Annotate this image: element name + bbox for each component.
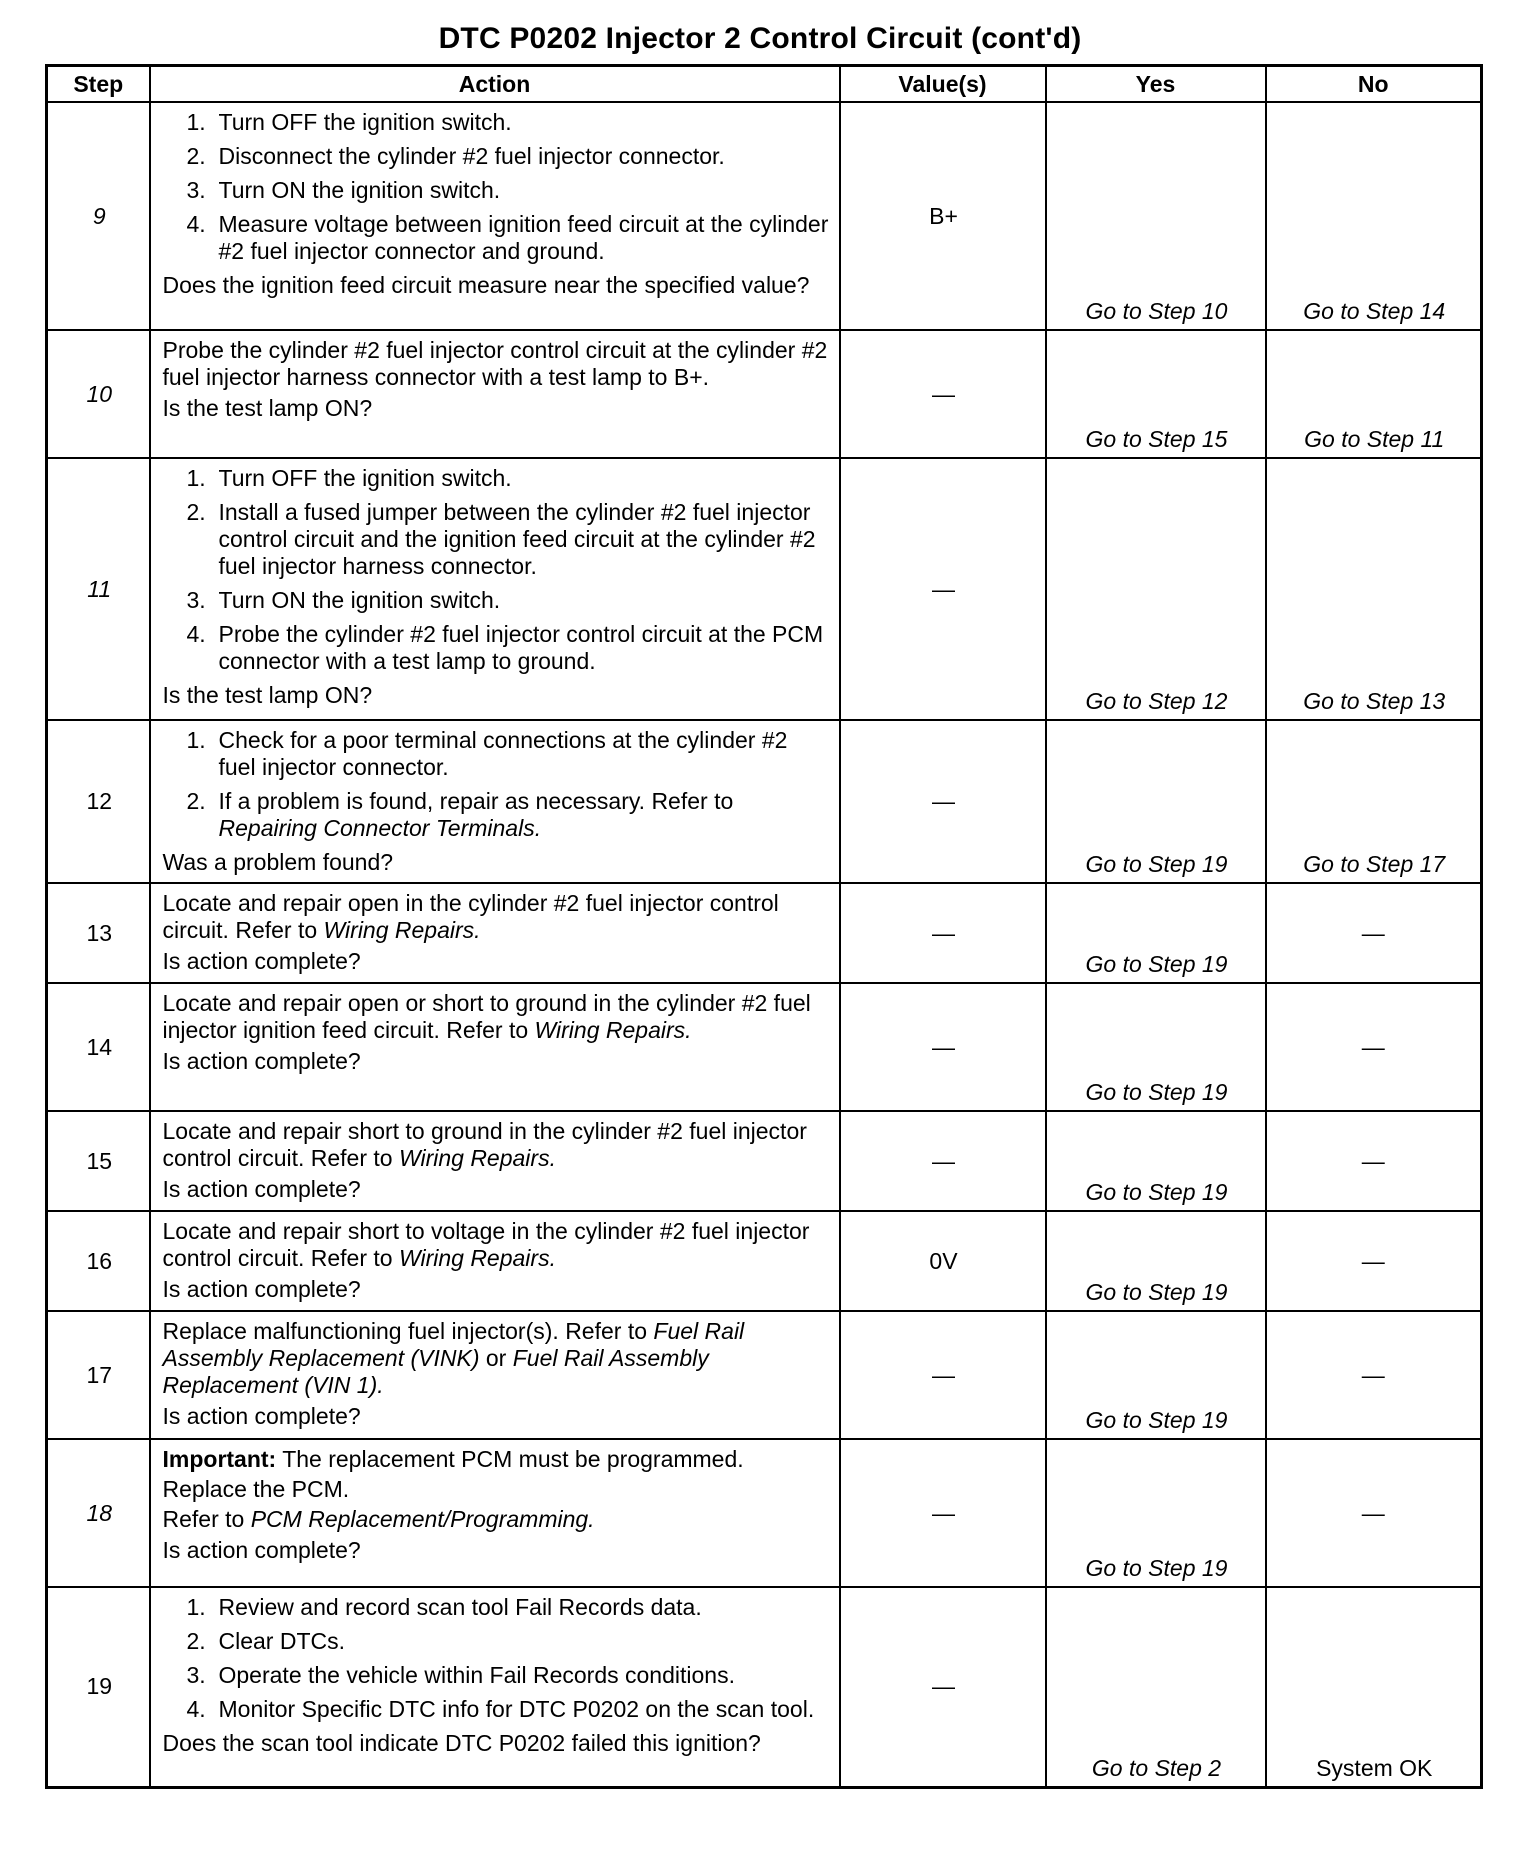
no-cell bbox=[1266, 883, 1482, 983]
text-run: Locate and repair short to ground in the cylinder #2 fuel injector control circuit. Refer to bbox=[162, 1118, 807, 1171]
no-result: Go to Step 17 bbox=[1303, 851, 1446, 877]
table-body bbox=[47, 102, 1482, 1787]
yes-result: Go to Step 19 bbox=[1085, 1555, 1228, 1581]
action-step-number: 2. bbox=[186, 788, 206, 814]
action-question: Is action complete? bbox=[162, 1176, 361, 1202]
action-question: Does the ignition feed circuit measure near the specified value? bbox=[162, 272, 810, 298]
yes-result: Go to Step 10 bbox=[1085, 298, 1228, 324]
yes-cell bbox=[1046, 1111, 1266, 1211]
yes-cell bbox=[1046, 1311, 1266, 1439]
no-result: — bbox=[1361, 1147, 1385, 1174]
action-text bbox=[163, 337, 829, 391]
text-run: Check for a poor terminal connections at the cylinder #2 fuel injector connector. bbox=[218, 727, 788, 780]
text-run: Turn OFF the ignition switch. bbox=[218, 109, 512, 135]
action-step-number: 1. bbox=[186, 465, 206, 491]
header-step: Step bbox=[47, 66, 150, 103]
text-run: Repairing Connector Terminals. bbox=[218, 815, 542, 841]
action-question: Is action complete? bbox=[162, 1276, 361, 1302]
no-result: — bbox=[1361, 1033, 1385, 1060]
action-step-number: 2. bbox=[186, 499, 206, 525]
text-run: Operate the vehicle within Fail Records conditions. bbox=[218, 1662, 735, 1688]
text-run: Locate and repair open or short to ground in the cylinder #2 fuel injector ignition feed circuit. Refer to bbox=[162, 990, 811, 1043]
action-step bbox=[163, 211, 829, 265]
diagnostic-table bbox=[45, 64, 1483, 1789]
action-step-number: 1. bbox=[186, 109, 206, 135]
step-number: 9 bbox=[47, 102, 150, 330]
table-row bbox=[47, 720, 1482, 883]
yes-result: Go to Step 19 bbox=[1085, 1279, 1228, 1305]
value-cell: — bbox=[840, 883, 1046, 983]
no-cell bbox=[1266, 1311, 1482, 1439]
header-yes: Yes bbox=[1046, 66, 1266, 103]
header-action: Action bbox=[150, 66, 840, 103]
table-row bbox=[47, 330, 1482, 458]
yes-cell bbox=[1046, 458, 1266, 720]
step-number: 18 bbox=[47, 1439, 150, 1587]
table-header-row bbox=[47, 66, 1482, 103]
text-run: Locate and repair open in the cylinder #2 fuel injector control circuit. Refer to bbox=[162, 890, 779, 943]
text-run: Fuel Rail Assembly Replacement (VINK) bbox=[162, 1318, 745, 1371]
no-cell bbox=[1266, 102, 1482, 330]
text-run: Measure voltage between ignition feed circuit at the cylinder #2 fuel injector connector and ground. bbox=[218, 211, 829, 264]
action-question: Is action complete? bbox=[162, 1403, 361, 1429]
action-text bbox=[163, 890, 829, 944]
action-text bbox=[163, 1218, 829, 1272]
table-row bbox=[47, 1311, 1482, 1439]
no-cell bbox=[1266, 1211, 1482, 1311]
value-cell: — bbox=[840, 330, 1046, 458]
text-run: PCM Replacement/Programming. bbox=[250, 1506, 595, 1532]
action-cell bbox=[150, 983, 840, 1111]
no-result: — bbox=[1361, 1499, 1385, 1526]
action-cell bbox=[150, 1311, 840, 1439]
value-cell: — bbox=[840, 983, 1046, 1111]
action-step bbox=[163, 177, 829, 204]
action-cell bbox=[150, 1439, 840, 1587]
action-steps-list bbox=[163, 727, 829, 842]
action-step bbox=[163, 465, 829, 492]
action-cell bbox=[150, 720, 840, 883]
action-cell bbox=[150, 330, 840, 458]
action-step-number: 2. bbox=[186, 1628, 206, 1654]
yes-result: Go to Step 19 bbox=[1085, 1179, 1228, 1205]
yes-cell bbox=[1046, 1211, 1266, 1311]
action-step bbox=[163, 727, 829, 781]
no-cell bbox=[1266, 458, 1482, 720]
step-number: 15 bbox=[47, 1111, 150, 1211]
text-run: Turn ON the ignition switch. bbox=[218, 177, 501, 203]
value-cell: — bbox=[840, 720, 1046, 883]
text-run: Disconnect the cylinder #2 fuel injector connector. bbox=[218, 143, 725, 169]
action-text bbox=[163, 1506, 829, 1533]
action-question: Is action complete? bbox=[162, 1048, 361, 1074]
table-row bbox=[47, 1587, 1482, 1787]
no-result: Go to Step 13 bbox=[1303, 688, 1446, 714]
text-run: Turn OFF the ignition switch. bbox=[218, 465, 512, 491]
text-run: Wiring Repairs. bbox=[323, 917, 481, 943]
text-run: Wiring Repairs. bbox=[398, 1145, 556, 1171]
yes-result: Go to Step 15 bbox=[1085, 426, 1228, 452]
action-step bbox=[163, 143, 829, 170]
yes-result: Go to Step 19 bbox=[1085, 851, 1228, 877]
action-question: Is the test lamp ON? bbox=[162, 395, 373, 421]
value-cell: — bbox=[840, 458, 1046, 720]
no-cell bbox=[1266, 330, 1482, 458]
no-result: — bbox=[1361, 919, 1385, 946]
table-row bbox=[47, 1439, 1482, 1587]
action-cell bbox=[150, 1111, 840, 1211]
step-number: 11 bbox=[47, 458, 150, 720]
yes-result: Go to Step 19 bbox=[1085, 1079, 1228, 1105]
text-run: Locate and repair short to voltage in the cylinder #2 fuel injector control circuit. Refer to bbox=[162, 1218, 810, 1271]
text-run: Monitor Specific DTC info for DTC P0202 on the scan tool. bbox=[218, 1696, 815, 1722]
step-number: 16 bbox=[47, 1211, 150, 1311]
no-result: — bbox=[1361, 1361, 1385, 1388]
value-cell: — bbox=[840, 1111, 1046, 1211]
action-text bbox=[163, 1318, 829, 1399]
no-cell bbox=[1266, 983, 1482, 1111]
action-question: Is the test lamp ON? bbox=[162, 682, 373, 708]
yes-result: Go to Step 19 bbox=[1085, 951, 1228, 977]
table-row bbox=[47, 458, 1482, 720]
yes-result: Go to Step 2 bbox=[1091, 1754, 1222, 1781]
text-run: Probe the cylinder #2 fuel injector control circuit at the cylinder #2 fuel injector harness connector with a test lamp to B+. bbox=[162, 337, 828, 390]
action-cell bbox=[150, 1211, 840, 1311]
text-run: Review and record scan tool Fail Records data. bbox=[218, 1594, 702, 1620]
value-cell: 0V bbox=[840, 1211, 1046, 1311]
action-step-number: 3. bbox=[186, 177, 206, 203]
yes-result: Go to Step 19 bbox=[1085, 1407, 1228, 1433]
table-row bbox=[47, 983, 1482, 1111]
action-cell bbox=[150, 102, 840, 330]
yes-cell bbox=[1046, 330, 1266, 458]
action-step bbox=[163, 109, 829, 136]
action-cell bbox=[150, 883, 840, 983]
yes-cell bbox=[1046, 720, 1266, 883]
action-step bbox=[163, 1594, 829, 1621]
action-text bbox=[163, 1476, 829, 1503]
page-title: DTC P0202 Injector 2 Control Circuit (cont'd) bbox=[438, 22, 1082, 55]
action-step-number: 2. bbox=[186, 143, 206, 169]
value-cell: — bbox=[840, 1311, 1046, 1439]
no-result: Go to Step 14 bbox=[1303, 298, 1446, 324]
action-question: Does the scan tool indicate DTC P0202 failed this ignition? bbox=[162, 1730, 761, 1756]
text-run: The replacement PCM must be programmed. bbox=[276, 1446, 744, 1472]
no-cell bbox=[1266, 1439, 1482, 1587]
yes-cell bbox=[1046, 983, 1266, 1111]
step-number: 14 bbox=[47, 983, 150, 1111]
action-step-number: 4. bbox=[186, 1696, 206, 1722]
text-run: Clear DTCs. bbox=[218, 1628, 346, 1654]
text-run: Install a fused jumper between the cylinder #2 fuel injector control circuit and the ignition feed circuit at the cylinder #2 fuel injector harness connector. bbox=[218, 499, 816, 579]
value-cell: — bbox=[840, 1587, 1046, 1787]
action-step bbox=[163, 499, 829, 580]
no-cell bbox=[1266, 1111, 1482, 1211]
action-cell bbox=[150, 1587, 840, 1787]
action-step bbox=[163, 587, 829, 614]
action-step-number: 4. bbox=[186, 211, 206, 237]
text-run: If a problem is found, repair as necessary. Refer to bbox=[218, 788, 734, 814]
action-steps-list bbox=[163, 465, 829, 675]
action-text bbox=[163, 1118, 829, 1172]
action-step-number: 4. bbox=[186, 621, 206, 647]
action-step-number: 1. bbox=[186, 1594, 206, 1620]
no-result: System OK bbox=[1316, 1754, 1433, 1781]
action-text bbox=[163, 1446, 829, 1473]
action-steps-list bbox=[163, 1594, 829, 1723]
action-step-number: 3. bbox=[186, 1662, 206, 1688]
action-step-number: 1. bbox=[186, 727, 206, 753]
text-run: Replace the PCM. bbox=[162, 1476, 350, 1502]
action-step bbox=[163, 1628, 829, 1655]
action-text bbox=[163, 990, 829, 1044]
action-step bbox=[163, 788, 829, 842]
text-run: Important: bbox=[162, 1446, 277, 1472]
text-run: Probe the cylinder #2 fuel injector control circuit at the PCM connector with a test lamp to ground. bbox=[218, 621, 824, 674]
table-row bbox=[47, 1211, 1482, 1311]
no-cell bbox=[1266, 1587, 1482, 1787]
action-step bbox=[163, 621, 829, 675]
text-run: Turn ON the ignition switch. bbox=[218, 587, 501, 613]
action-question: Is action complete? bbox=[162, 1537, 361, 1563]
step-number: 10 bbox=[47, 330, 150, 458]
value-cell: — bbox=[840, 1439, 1046, 1587]
no-result: Go to Step 11 bbox=[1304, 426, 1445, 452]
no-result: — bbox=[1361, 1247, 1385, 1274]
yes-result: Go to Step 12 bbox=[1085, 688, 1228, 714]
yes-cell bbox=[1046, 102, 1266, 330]
action-step bbox=[163, 1696, 829, 1723]
action-step-number: 3. bbox=[186, 587, 206, 613]
action-cell bbox=[150, 458, 840, 720]
step-number: 19 bbox=[47, 1587, 150, 1787]
action-question: Was a problem found? bbox=[162, 849, 394, 875]
no-cell bbox=[1266, 720, 1482, 883]
action-question: Is action complete? bbox=[162, 948, 361, 974]
header-values: Value(s) bbox=[840, 66, 1046, 103]
text-run: Wiring Repairs. bbox=[534, 1017, 692, 1043]
yes-cell bbox=[1046, 1439, 1266, 1587]
text-run: Refer to bbox=[162, 1506, 251, 1532]
step-number: 12 bbox=[47, 720, 150, 883]
text-run: Replace malfunctioning fuel injector(s). Refer to bbox=[162, 1318, 654, 1344]
action-step bbox=[163, 1662, 829, 1689]
step-number: 17 bbox=[47, 1311, 150, 1439]
text-run: or bbox=[479, 1345, 513, 1371]
value-cell: B+ bbox=[840, 102, 1046, 330]
text-run: Fuel Rail Assembly Replacement (VIN 1). bbox=[162, 1345, 709, 1398]
header-no: No bbox=[1266, 66, 1482, 103]
table-row bbox=[47, 1111, 1482, 1211]
table-row bbox=[47, 102, 1482, 330]
step-number: 13 bbox=[47, 883, 150, 983]
action-steps-list bbox=[163, 109, 829, 265]
table-row bbox=[47, 883, 1482, 983]
yes-cell bbox=[1046, 1587, 1266, 1787]
text-run: Wiring Repairs. bbox=[398, 1245, 556, 1271]
yes-cell bbox=[1046, 883, 1266, 983]
